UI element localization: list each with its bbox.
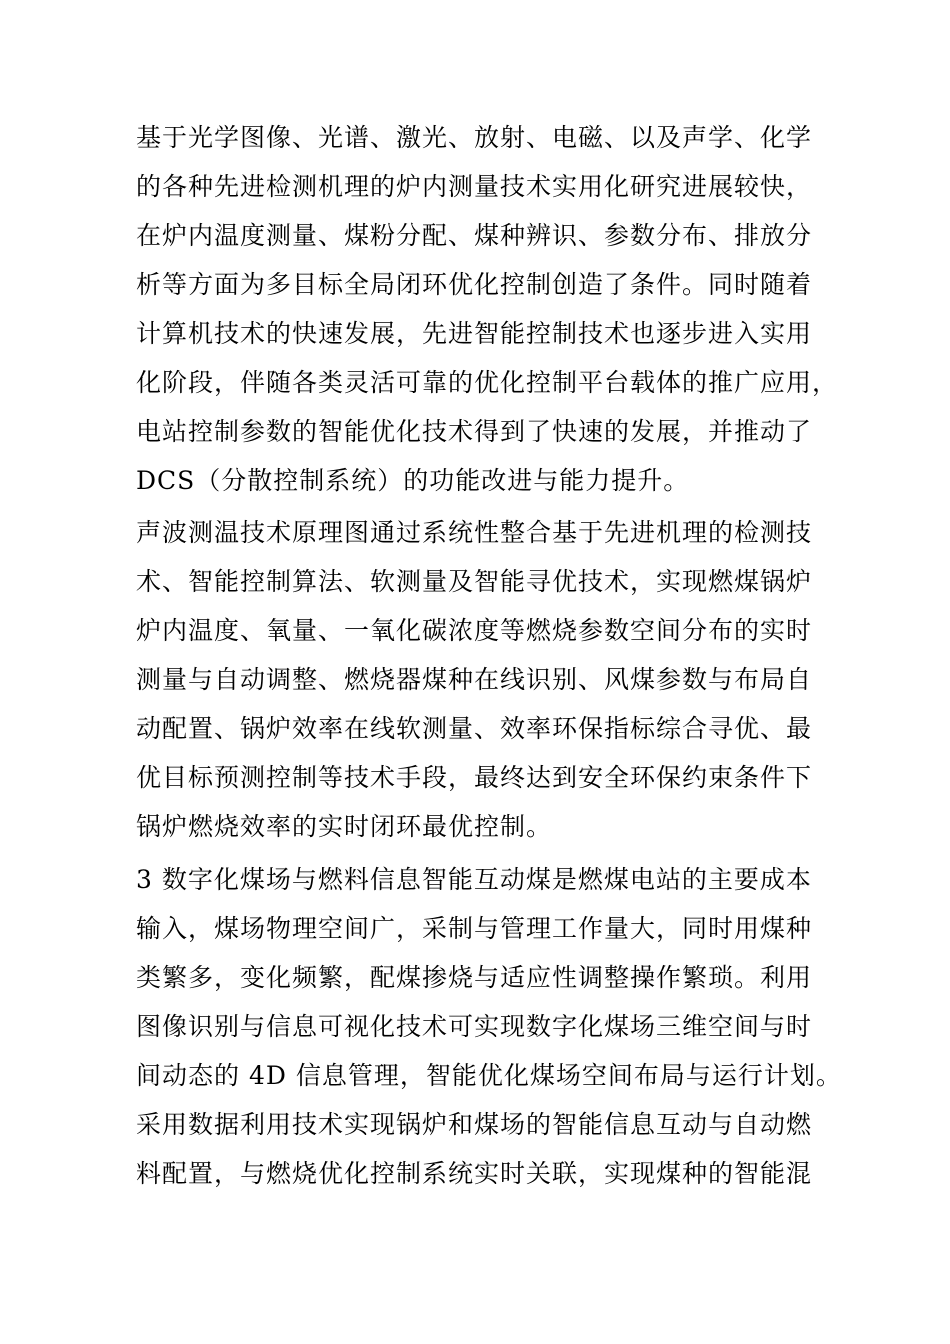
paragraph-line: 动配置、锅炉效率在线软测量、效率环保指标综合寻优、最 [136,714,813,743]
paragraph-line: 间动态的 4D 信息管理，智能优化煤场空间布局与运行计划。 [136,1061,842,1090]
paragraph-line: 计算机技术的快速发展，先进智能控制技术也逐步进入实用 [136,319,813,348]
paragraph-line: 化阶段，伴随各类灵活可靠的优化控制平台载体的推广应用， [136,368,839,397]
paragraph-line: 料配置，与燃烧优化控制系统实时关联，实现煤种的智能混 [136,1159,813,1188]
paragraph-line: 类繁多，变化频繁，配煤掺烧与适应性调整操作繁琐。利用 [136,963,813,992]
paragraph-line: 采用数据利用技术实现锅炉和煤场的智能信息互动与自动燃 [136,1110,813,1139]
paragraph-digital-coal-yard [136,855,842,1198]
paragraph-line: 锅炉燃烧效率的实时闭环最优控制。 [136,812,553,841]
paragraph-line: DCS（分散控制系统）的功能改进与能力提升。 [136,466,690,495]
paragraph-line: 3 数字化煤场与燃料信息智能互动煤是燃煤电站的主要成本 [136,865,812,894]
paragraph-line: 测量与自动调整、燃烧器煤种在线识别、风煤参数与布局自 [136,665,813,694]
paragraph-line: 的各种先进检测机理的炉内测量技术实用化研究进展较快， [136,172,813,201]
paragraph-line: 电站控制参数的智能优化技术得到了快速的发展，并推动了 [136,417,813,446]
paragraph-line: 优目标预测控制等技术手段，最终达到安全环保约束条件下 [136,763,813,792]
paragraph-line: 在炉内温度测量、煤粉分配、煤种辨识、参数分布、排放分 [136,221,813,250]
paragraph-line: 炉内温度、氧量、一氧化碳浓度等燃烧参数空间分布的实时 [136,616,813,645]
paragraph-measurement-tech [136,113,839,505]
paragraph-line: 析等方面为多目标全局闭环优化控制创造了条件。同时随着 [136,270,813,299]
paragraph-line: 基于光学图像、光谱、激光、放射、电磁、以及声学、化学 [136,123,813,152]
paragraph-acoustic-thermometry [136,508,816,851]
paragraph-line: 声波测温技术原理图通过系统性整合基于先进机理的检测技 [136,518,813,547]
paragraph-line: 图像识别与信息可视化技术可实现数字化煤场三维空间与时 [136,1012,813,1041]
paragraph-line: 术、智能控制算法、软测量及智能寻优技术，实现燃煤锅炉 [136,567,813,596]
paragraph-line: 输入，煤场物理空间广，采制与管理工作量大，同时用煤种 [136,914,813,943]
